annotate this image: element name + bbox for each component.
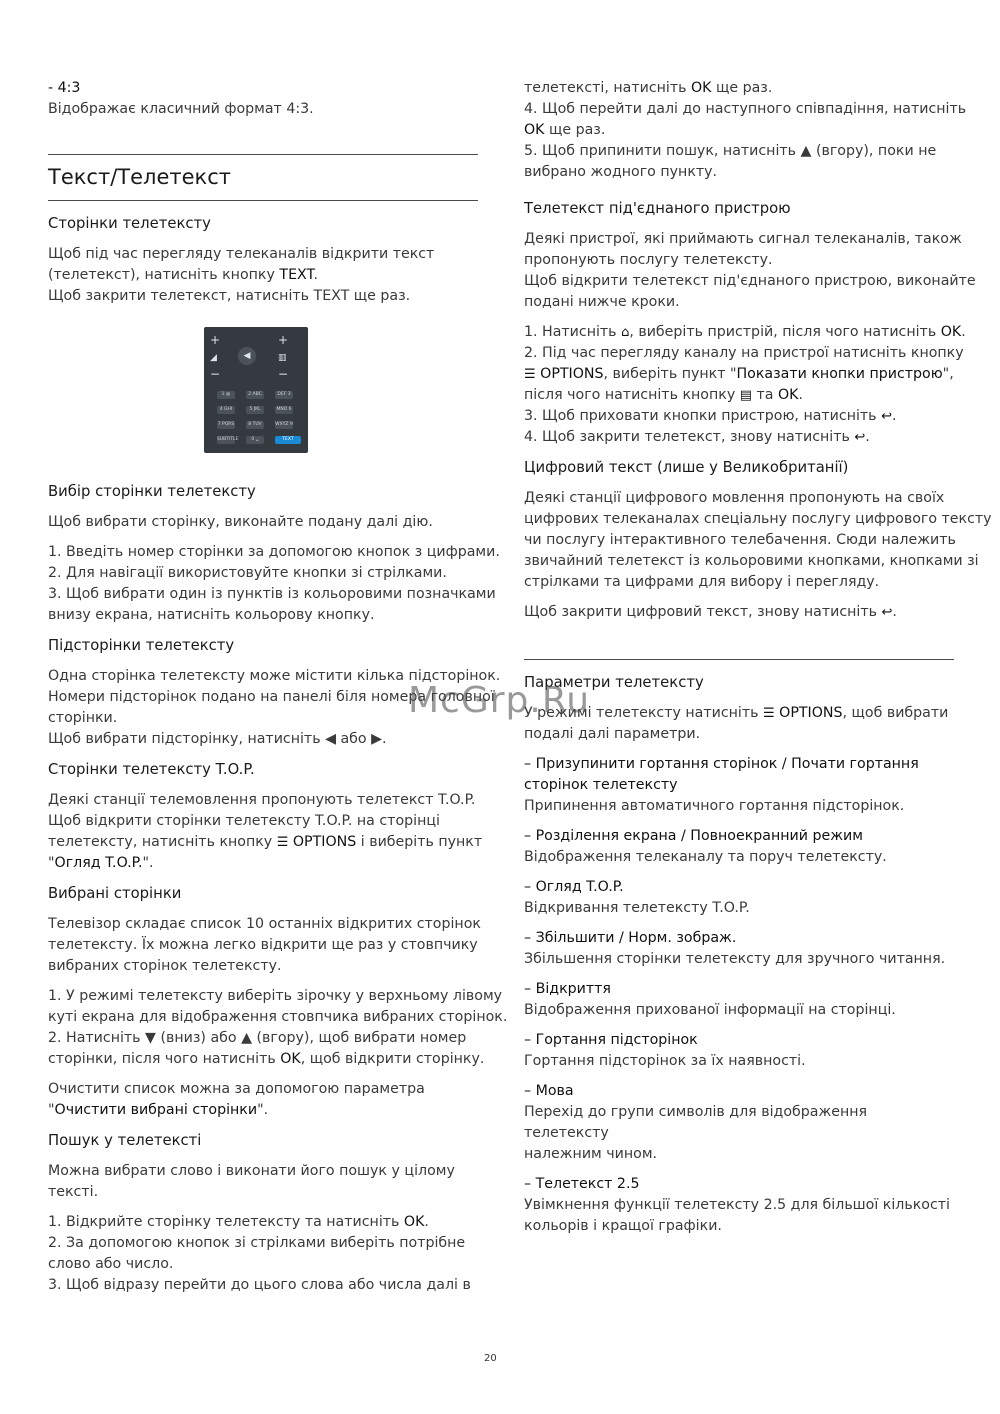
remote-key: 8 TUV bbox=[246, 421, 264, 429]
paragraph: У режимі телетексту натисніть ☰ OPTIONS, щоб вибрати подалі далі параметри. bbox=[524, 705, 949, 742]
main-title: Текст/Телетекст bbox=[48, 165, 231, 189]
options-icon: ☰ bbox=[762, 706, 775, 721]
paragraph: Щоб під час перегляду телеканалів відкрити текст (телетекст), натисніть кнопку TEXT. Щоб закрити телетекст, натисніть TEXT ще раз. bbox=[48, 246, 435, 304]
channel-down-icon: − bbox=[278, 367, 289, 381]
teletext-key-icon: ▤ bbox=[739, 388, 753, 403]
option-item: – Відкриття Відображення прихованої інформації на сторінці. bbox=[524, 981, 896, 1018]
paragraph: Деякі станції цифрового мовлення пропонують на своїх цифрових телеканалах спеціальну послугу цифрового тексту чи послугу інтерактивного телебачення. Сюди належить звичайний телетекст із кольоровими кнопками, кнопками зі стрілками та цифрами для вибору і перегляду. bbox=[524, 490, 992, 590]
paragraph: Можна вибрати слово і виконати його пошук у цілому тексті. bbox=[48, 1163, 455, 1200]
option-item: – Телетекст 2.5 Увімкнення функції телетексту 2.5 для більшої кількості кольорів і кращої графіки. bbox=[524, 1176, 950, 1234]
section-title: Підсторінки телетексту bbox=[48, 637, 235, 654]
remote-key: 5 JKL bbox=[246, 406, 264, 414]
paragraph: Деякі пристрої, які приймають сигнал телеканалів, також пропонують послугу телетексту. Щоб відкрити телетекст під'єднаного пристрою, виконайте подані нижче кроки. bbox=[524, 231, 976, 310]
paragraph: Одна сторінка телетексту може містити кілька підсторінок. Номери підсторінок подано на панелі біля номера головної сторінки. Щоб вибрати підсторінку, натисніть ◀ або ▶. bbox=[48, 668, 501, 747]
options-icon: ☰ bbox=[524, 367, 536, 382]
steps-list: 1. Введіть номер сторінки за допомогою кнопок з цифрами. 2. Для навігації використовуйте кнопки зі стрілками. 3. Щоб вибрати один із пунктів із кольоровими позначками внизу екрана, натисніть кольорову кнопку. bbox=[48, 544, 500, 623]
remote-key: 0 ␣ bbox=[246, 436, 264, 444]
section-title: Сторінки телетексту bbox=[48, 215, 211, 232]
page-number: 20 bbox=[484, 1353, 497, 1364]
divider bbox=[524, 659, 954, 660]
format-heading: - 4:3 bbox=[48, 80, 81, 96]
option-item: – Гортання підсторінок Гортання підсторінок за їх наявності. bbox=[524, 1032, 806, 1069]
paragraph: Очистити список можна за допомогою параметра "Очистити вибрані сторінки". bbox=[48, 1081, 425, 1118]
steps-list: телетексті, натисніть OK ще раз. 4. Щоб перейти далі до наступного співпадіння, натисніть OK ще раз. 5. Щоб припинити пошук, натисніть ▲ (вгору), поки не вибрано жодного пункту. bbox=[524, 80, 967, 180]
channel-up-icon: + bbox=[278, 333, 289, 347]
section-title: Цифровий текст (лише у Великобританії) bbox=[524, 459, 849, 476]
back-icon: ↩ bbox=[854, 430, 866, 445]
back-icon: ↩ bbox=[881, 409, 892, 424]
remote-control-image bbox=[204, 327, 308, 453]
watermark: McGrp.Ru bbox=[408, 680, 591, 721]
back-icon: ↩ bbox=[881, 605, 893, 620]
option-item: – Мова Перехід до групи символів для відображення телетексту належним чином. bbox=[524, 1083, 868, 1162]
option-item: – Огляд T.O.P. Відкривання телетексту T.O.P. bbox=[524, 879, 750, 916]
option-item: – Призупинити гортання сторінок / Почати гортання сторінок телетексту Припинення автоматичного гортання підсторінок. bbox=[524, 756, 919, 814]
remote-key: 1 @ bbox=[217, 391, 235, 399]
steps-list: 1. Натисніть ⌂, виберіть пристрій, після чого натисніть OK. 2. Під час перегляду каналу на пристрої натисніть кнопку ☰ OPTIONS, виберіть пункт "Показати кнопки пристрою", після чого натисніть кнопку ▤ та OK. 3. Щоб приховати кнопки пристрою, натисніть ↩. 4. Щоб закрити телетекст, знову натисніть ↩. bbox=[524, 322, 954, 448]
section-title: Вибрані сторінки bbox=[48, 885, 182, 902]
paragraph: Деякі станції телемовлення пропонують телетекст T.O.P. Щоб відкрити сторінки телетексту T.O.P. на сторінці телетексту, натисніть кнопку ☰ OPTIONS і виберіть пункт "Огляд T.O.P.". bbox=[48, 792, 483, 871]
section-title: Сторінки телетексту T.O.P. bbox=[48, 761, 255, 778]
remote-key: SUBTITLE bbox=[217, 437, 239, 442]
divider bbox=[48, 200, 478, 201]
remote-key: 2 ABC bbox=[246, 391, 264, 399]
volume-down-icon: − bbox=[210, 367, 221, 381]
option-item: – Збільшити / Норм. зображ. Збільшення сторінки телетексту для зручного читання. bbox=[524, 930, 946, 967]
volume-up-icon: + bbox=[210, 333, 221, 347]
section-title: Пошук у телетексті bbox=[48, 1132, 202, 1149]
option-item: – Розділення екрана / Повноекранний режим Відображення телеканалу та поруч телетексту. bbox=[524, 828, 887, 865]
section-title: Телетекст під'єднаного пристрою bbox=[524, 200, 791, 217]
remote-key: 4 GHI bbox=[217, 406, 235, 414]
section-title: Вибір сторінки телетексту bbox=[48, 483, 256, 500]
options-icon: ☰ bbox=[276, 835, 289, 850]
steps-list: 1. Відкрийте сторінку телетексту та натисніть OK. 2. За допомогою кнопок зі стрілками виберіть потрібне слово або число. 3. Щоб відразу перейти до цього слова або числа далі в bbox=[48, 1214, 471, 1293]
paragraph: Щоб вибрати сторінку, виконайте подану далі дію. bbox=[48, 514, 433, 530]
remote-key: WXYZ 9 bbox=[275, 422, 293, 427]
volume-bars-icon: ◢ bbox=[210, 353, 217, 363]
paragraph: Щоб закрити цифровий текст, знову натисніть ↩. bbox=[524, 602, 954, 623]
text-key: TEXT bbox=[275, 436, 301, 444]
remote-key: MNO 6 bbox=[276, 407, 292, 412]
remote-key: 7 PQRS bbox=[217, 422, 235, 427]
divider bbox=[48, 154, 478, 155]
steps-list: 1. У режимі телетексту виберіть зірочку у верхньому лівому куті екрана для відображення стовпчика вибраних сторінок. 2. Натисніть ▼ (вниз) або ▲ (вгору), щоб вибрати номер сторінки, після чого натисніть OK, щоб відкрити сторінку. bbox=[48, 988, 508, 1067]
format-text: Відображає класичний формат 4:3. bbox=[48, 101, 314, 117]
remote-key: DEF 3 bbox=[275, 391, 293, 399]
mute-icon: ◀ bbox=[238, 347, 256, 365]
section-title: Параметри телетексту bbox=[524, 674, 704, 691]
channel-bars-icon: ▥ bbox=[278, 353, 287, 363]
right-column bbox=[524, 78, 992, 1246]
home-icon: ⌂ bbox=[621, 325, 630, 340]
paragraph: Телевізор складає список 10 останніх відкритих сторінок телетексту. Їх можна легко відкрити ще раз у стовпчику вибраних сторінок телетексту. bbox=[48, 916, 481, 974]
